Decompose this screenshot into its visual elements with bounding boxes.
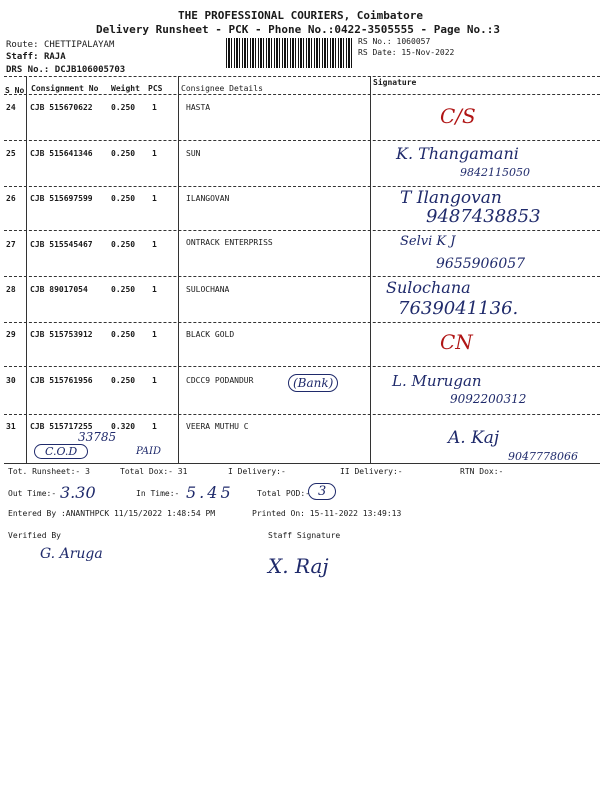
drs-value: DCJB106005703 xyxy=(54,65,126,75)
rs-date-value: 15-Nov-2022 xyxy=(401,48,455,57)
rs-no-label: RS No.: xyxy=(358,37,392,46)
col-header-pcs: PCS xyxy=(148,84,163,93)
row-sno: 27 xyxy=(6,240,16,249)
rs-date-row xyxy=(358,48,454,57)
row-sno: 24 xyxy=(6,103,16,112)
row-weight: 0.250 xyxy=(111,194,136,203)
cod-amount: 33785 xyxy=(78,430,117,444)
in-time-label: In Time:- xyxy=(136,489,180,498)
company-name: THE PROFESSIONAL COURIERS, Coimbatore xyxy=(178,9,424,22)
route-value: CHETTIPALAYAM xyxy=(43,40,115,50)
row-signature: CN xyxy=(440,330,473,354)
row-consignment-no: CJB 515670622 xyxy=(30,103,93,112)
col-header-sno: S No xyxy=(5,86,25,95)
total-dox: Total Dox:- 31 xyxy=(120,467,188,476)
col-header-consignment: Consignment No xyxy=(31,84,99,93)
row-note: (Bank) xyxy=(288,374,338,392)
out-time-label: Out Time:- xyxy=(8,489,57,498)
route-label: Route: xyxy=(6,40,39,50)
row-sno: 25 xyxy=(6,149,16,158)
paid-mark: PAID xyxy=(136,446,161,457)
row-pcs: 1 xyxy=(152,285,157,294)
printed-on: Printed On: 15-11-2022 13:49:13 xyxy=(252,509,402,518)
row-consignment-no: CJB 515641346 xyxy=(30,149,93,158)
row-pcs: 1 xyxy=(152,422,157,431)
row-phone: 9842115050 xyxy=(460,166,530,179)
row-consignment-no: CJB 515717255 xyxy=(30,422,93,431)
row-phone: 9092200312 xyxy=(450,392,527,406)
row-weight: 0.320 xyxy=(111,422,136,431)
staff-label: Staff: xyxy=(6,52,39,62)
row-pcs: 1 xyxy=(152,330,157,339)
runsheet-title: Delivery Runsheet - PCK - Phone No.:0422-3505555 - Page No.:3 xyxy=(96,23,500,36)
entered-by: Entered By :ANANTHPCK 11/15/2022 1:48:54 PM xyxy=(8,509,216,518)
row-signature: K. Thangamani xyxy=(396,144,519,163)
row-weight: 0.250 xyxy=(111,103,136,112)
row-consignee: VEERA MUTHU C xyxy=(186,422,249,431)
row-phone: 9487438853 xyxy=(426,206,541,227)
row-signature: T Ilangovan xyxy=(400,188,502,208)
row-weight: 0.250 xyxy=(111,330,136,339)
row-consignment-no: CJB 515753912 xyxy=(30,330,93,339)
row-pcs: 1 xyxy=(152,194,157,203)
route-row xyxy=(6,40,114,50)
in-time-value: 5.45 xyxy=(186,483,234,502)
row-consignee: SUN xyxy=(186,149,201,158)
row-pcs: 1 xyxy=(152,149,157,158)
row-weight: 0.250 xyxy=(111,240,136,249)
col-header-consignee: Consignee Details xyxy=(181,84,263,93)
rs-no-row xyxy=(358,37,430,46)
cod-label: C.O.D xyxy=(34,444,88,459)
row-consignee: SULOCHANA xyxy=(186,285,230,294)
verified-signature: G. Aruga xyxy=(40,546,103,562)
row-pcs: 1 xyxy=(152,103,157,112)
row-weight: 0.250 xyxy=(111,285,136,294)
rs-date-label: RS Date: xyxy=(358,48,397,57)
barcode-image xyxy=(226,38,354,68)
total-runsheet: Tot. Runsheet:- 3 xyxy=(8,467,90,476)
row-phone: 9047778066 xyxy=(508,450,578,463)
row-consignee: CDCC9 PODANDUR xyxy=(186,376,254,385)
row-signature: Selvi K J xyxy=(400,234,456,249)
staff-signature-label: Staff Signature xyxy=(268,531,341,540)
row-signature: A. Kaj xyxy=(448,428,500,448)
rs-no-value: 1060057 xyxy=(396,37,431,46)
rtn-dox: RTN Dox:- xyxy=(460,467,504,476)
row-phone: 7639041136. xyxy=(398,298,519,319)
drs-label: DRS No.: xyxy=(6,65,50,75)
row-pcs: 1 xyxy=(152,240,157,249)
row-consignee: ONTRACK ENTERPRISS xyxy=(186,238,273,247)
row-consignment-no: CJB 515545467 xyxy=(30,240,93,249)
col-header-weight: Weight xyxy=(111,84,140,93)
row-sno: 29 xyxy=(6,330,16,339)
col-header-signature: Signature xyxy=(373,78,417,87)
drs-row xyxy=(6,65,125,75)
row-consignee: BLACK GOLD xyxy=(186,330,235,339)
staff-row xyxy=(6,52,66,62)
row-weight: 0.250 xyxy=(111,149,136,158)
pod-label: Total POD:- xyxy=(257,489,310,498)
row-sno: 26 xyxy=(6,194,16,203)
out-time-value: 3.30 xyxy=(60,483,96,502)
row-signature: Sulochana xyxy=(386,278,471,297)
row-consignment-no: CJB 515761956 xyxy=(30,376,93,385)
ii-delivery: II Delivery:- xyxy=(340,467,403,476)
row-consignment-no: CJB 515697599 xyxy=(30,194,93,203)
row-phone: 9655906057 xyxy=(436,256,526,272)
row-signature: L. Murugan xyxy=(392,372,482,390)
staff-value: RAJA xyxy=(43,52,66,62)
row-pcs: 1 xyxy=(152,376,157,385)
row-consignee: HASTA xyxy=(186,103,211,112)
staff-signature: X. Raj xyxy=(268,554,329,578)
row-consignment-no: CJB 89017054 xyxy=(30,285,88,294)
row-sno: 28 xyxy=(6,285,16,294)
i-delivery: I Delivery:- xyxy=(228,467,286,476)
row-weight: 0.250 xyxy=(111,376,136,385)
row-sno: 31 xyxy=(6,422,16,431)
verified-label: Verified By xyxy=(8,531,61,540)
row-sno: 30 xyxy=(6,376,16,385)
pod-value: 3 xyxy=(308,483,336,500)
row-signature: C/S xyxy=(440,104,476,128)
row-consignee: ILANGOVAN xyxy=(186,194,230,203)
